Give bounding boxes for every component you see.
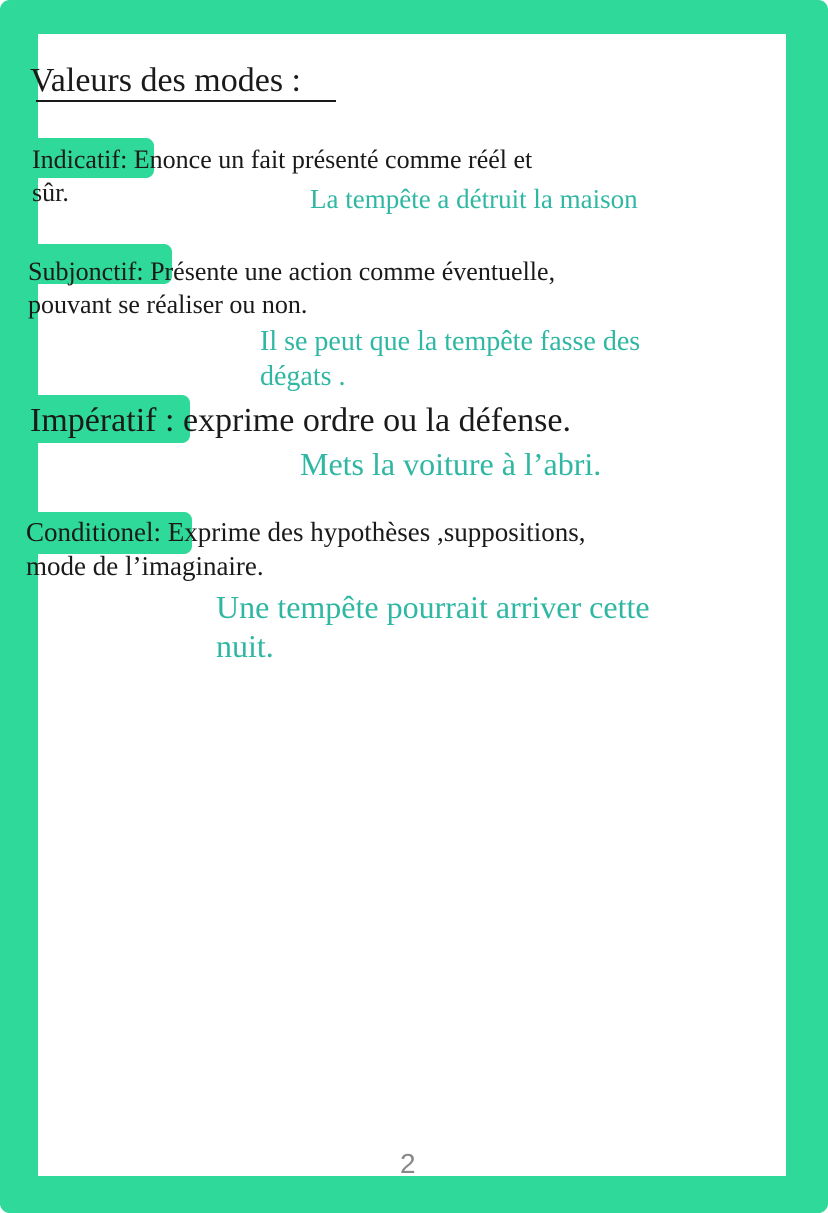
conditionel-example-line2: nuit.: [216, 628, 274, 665]
conditionel-definition-line1: Exprime des hypothèses ,suppositions,: [161, 517, 586, 547]
indicatif-definition-line1: Enonce un fait présenté comme réél et: [127, 145, 533, 174]
conditionel-example: [216, 588, 650, 666]
conditionel-definition: [26, 516, 585, 584]
subjonctif-term: Subjonctif:: [28, 257, 144, 286]
imperatif-example: Mets la voiture à l’abri.: [300, 446, 602, 482]
frame-bottom-border: [0, 1176, 828, 1213]
title-underline: [36, 100, 336, 102]
imperatif-term: Impératif: [30, 402, 157, 439]
indicatif-term: Indicatif:: [32, 145, 128, 174]
subjonctif-definition-line2: pouvant se réaliser ou non.: [28, 289, 308, 319]
indicatif-example: La tempête a détruit la maison: [310, 184, 638, 214]
subjonctif-example: [260, 324, 640, 394]
page-number: 2: [400, 1148, 416, 1179]
imperatif-definition: [30, 400, 571, 443]
subjonctif-definition: [28, 256, 555, 321]
subjonctif-definition-line1: Présente une action comme éventuelle,: [143, 257, 556, 286]
subjonctif-example-line2: dégats .: [260, 361, 346, 392]
imperatif-definition-line1: : exprime ordre ou la défense.: [156, 402, 571, 439]
conditionel-term: Conditionel:: [26, 517, 161, 547]
frame-right-border: [786, 0, 828, 1213]
indicatif-definition-line2: sûr.: [32, 177, 69, 207]
conditionel-definition-line2: mode de l’imaginaire.: [26, 550, 264, 581]
conditionel-example-line1: Une tempête pourrait arriver cette: [216, 589, 650, 625]
subjonctif-example-line1: Il se peut que la tempête fasse des: [260, 326, 641, 357]
frame-top-border: [0, 0, 828, 34]
page-title: Valeurs des modes :: [30, 62, 302, 99]
